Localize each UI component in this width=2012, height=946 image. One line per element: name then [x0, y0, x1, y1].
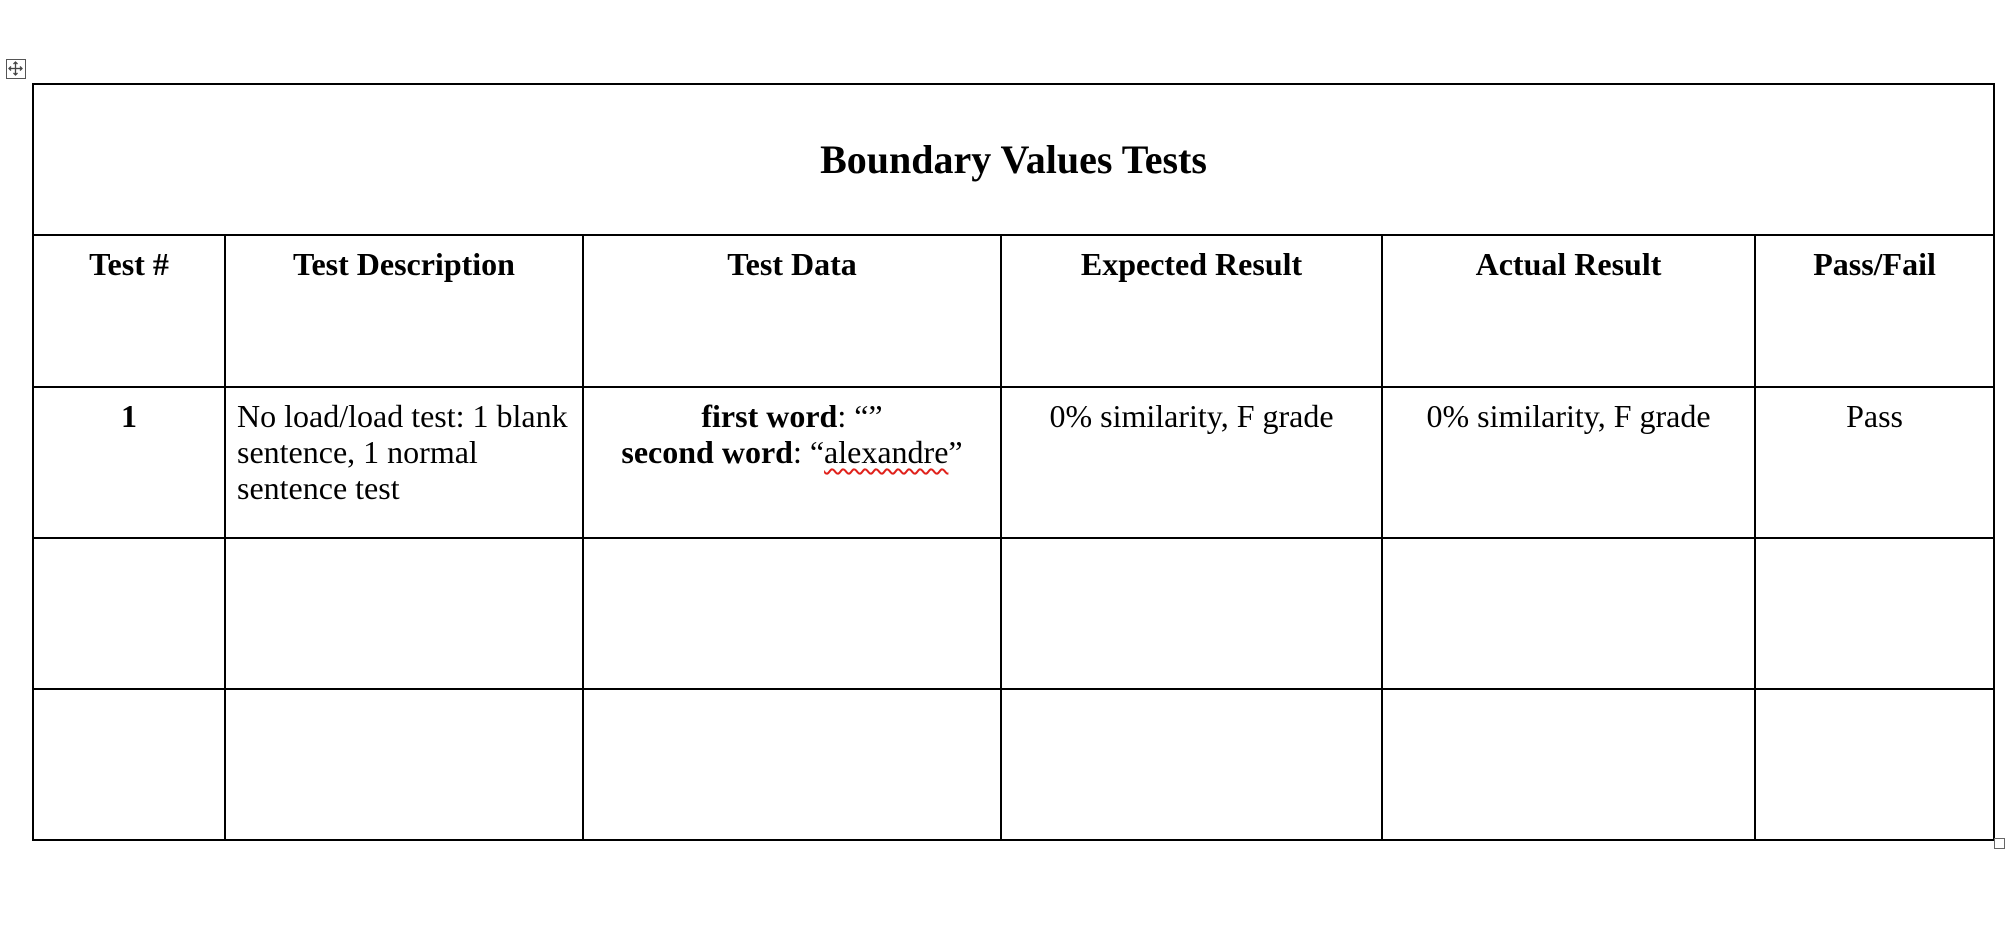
cell-test-data[interactable]: [583, 387, 1001, 538]
empty-cell[interactable]: [1001, 538, 1382, 689]
header-test-data[interactable]: Test Data: [583, 235, 1001, 387]
table-row-empty: [33, 689, 1994, 840]
cell-expected-result[interactable]: 0% similarity, F grade: [1001, 387, 1382, 538]
cell-test-number[interactable]: 1: [33, 387, 225, 538]
first-word-value: : “”: [837, 398, 883, 434]
test-data-line-first: [584, 398, 1000, 434]
header-test-description[interactable]: Test Description: [225, 235, 583, 387]
empty-cell[interactable]: [583, 689, 1001, 840]
table-title[interactable]: Boundary Values Tests: [33, 84, 1994, 235]
cell-test-description[interactable]: No load/load test: 1 blank sentence, 1 normal sentence test: [225, 387, 583, 538]
empty-cell[interactable]: [225, 689, 583, 840]
empty-cell[interactable]: [1755, 538, 1994, 689]
header-pass-fail[interactable]: Pass/Fail: [1755, 235, 1994, 387]
boundary-values-table: [32, 83, 1995, 841]
header-actual-result[interactable]: Actual Result: [1382, 235, 1755, 387]
empty-cell[interactable]: [1755, 689, 1994, 840]
cell-actual-result[interactable]: 0% similarity, F grade: [1382, 387, 1755, 538]
table-move-handle-icon[interactable]: [6, 59, 26, 79]
empty-cell[interactable]: [1001, 689, 1382, 840]
table-resize-handle-icon[interactable]: [1994, 838, 2005, 849]
empty-cell[interactable]: [1382, 689, 1755, 840]
first-word-label: first word: [701, 398, 838, 434]
empty-cell[interactable]: [33, 538, 225, 689]
header-test-number[interactable]: Test #: [33, 235, 225, 387]
second-word-label: second word: [621, 434, 793, 470]
second-word-close-quote: ”: [948, 434, 963, 470]
test-data-line-second: [584, 434, 1000, 470]
header-row: [33, 235, 1994, 387]
cell-pass-fail[interactable]: Pass: [1755, 387, 1994, 538]
second-word-open-quote: : “: [792, 434, 825, 470]
title-row: [33, 84, 1994, 235]
second-word-value-misspelled[interactable]: alexandre: [824, 434, 949, 470]
table-row: [33, 387, 1994, 538]
empty-cell[interactable]: [225, 538, 583, 689]
table-row-empty: [33, 538, 1994, 689]
empty-cell[interactable]: [583, 538, 1001, 689]
empty-cell[interactable]: [1382, 538, 1755, 689]
header-expected-result[interactable]: Expected Result: [1001, 235, 1382, 387]
empty-cell[interactable]: [33, 689, 225, 840]
